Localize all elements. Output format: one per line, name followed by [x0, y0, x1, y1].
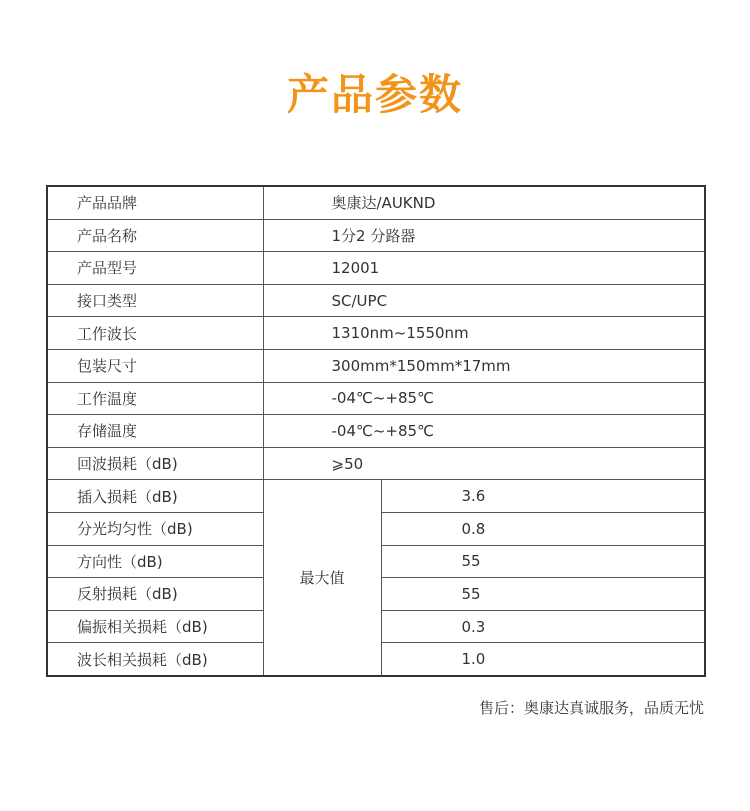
- table-row: [47, 415, 705, 448]
- table-row: [47, 480, 705, 513]
- after-sales-note: 售后：奥康达真诚服务，品质无忧: [478, 699, 704, 717]
- product-params-table: [46, 185, 706, 677]
- row-value: SC/UPC: [263, 284, 705, 317]
- row-label: 波长相关损耗（dB): [47, 643, 263, 676]
- row-value: -04℃~+85℃: [263, 415, 705, 448]
- row-value: 55: [381, 578, 705, 611]
- row-label: 方向性（dB): [47, 545, 263, 578]
- row-label: 包装尺寸: [47, 349, 263, 382]
- table-row: [47, 382, 705, 415]
- row-label: 回波损耗（dB): [47, 447, 263, 480]
- page-title: 产品参数: [286, 70, 463, 119]
- table-row: [47, 219, 705, 252]
- row-label: 接口类型: [47, 284, 263, 317]
- row-label: 存储温度: [47, 415, 263, 448]
- row-value: 12001: [263, 252, 705, 285]
- row-label: 偏振相关损耗（dB): [47, 610, 263, 643]
- row-value: 1分2 分路器: [263, 219, 705, 252]
- row-value: 0.8: [381, 512, 705, 545]
- row-label: 工作温度: [47, 382, 263, 415]
- row-value: 奥康达/AUKND: [263, 186, 705, 219]
- table-row: [47, 447, 705, 480]
- table-row: [47, 284, 705, 317]
- row-label: 分光均匀性（dB): [47, 512, 263, 545]
- row-value: 3.6: [381, 480, 705, 513]
- row-label: 产品品牌: [47, 186, 263, 219]
- merged-max-label: 最大值: [263, 480, 381, 676]
- row-label: 工作波长: [47, 317, 263, 350]
- row-label: 插入损耗（dB): [47, 480, 263, 513]
- table-row: [47, 349, 705, 382]
- row-label: 产品型号: [47, 252, 263, 285]
- table-row: [47, 186, 705, 219]
- row-value: 1310nm~1550nm: [263, 317, 705, 350]
- row-value: ⩾50: [263, 447, 705, 480]
- row-value: -04℃~+85℃: [263, 382, 705, 415]
- row-label: 产品名称: [47, 219, 263, 252]
- row-label: 反射损耗（dB): [47, 578, 263, 611]
- table-row: [47, 317, 705, 350]
- row-value: 1.0: [381, 643, 705, 676]
- row-value: 55: [381, 545, 705, 578]
- table-row: [47, 252, 705, 285]
- row-value: 0.3: [381, 610, 705, 643]
- row-value: 300mm*150mm*17mm: [263, 349, 705, 382]
